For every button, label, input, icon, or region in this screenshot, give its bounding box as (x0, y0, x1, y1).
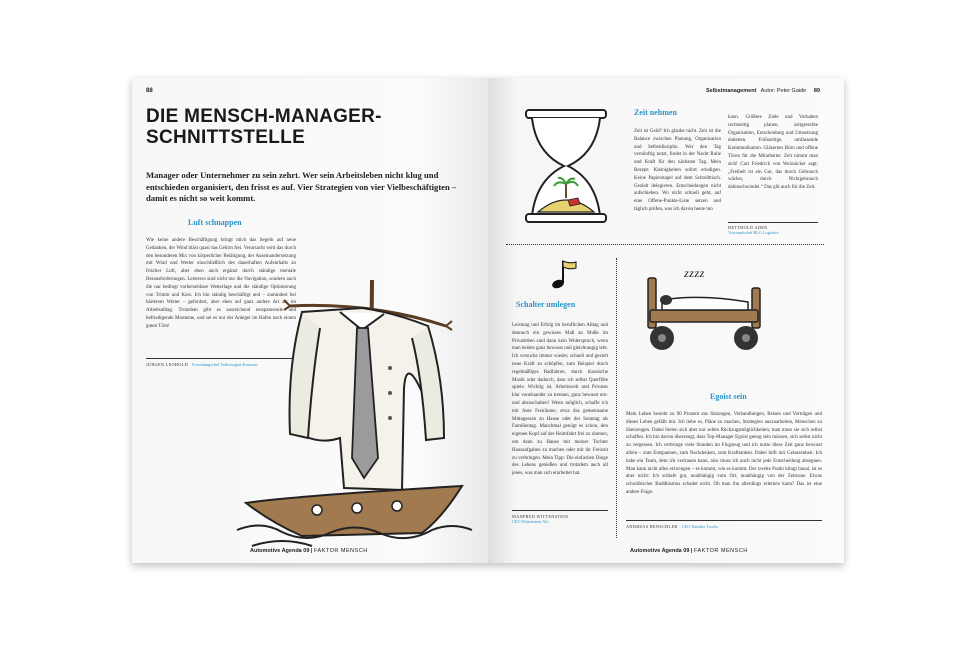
page-number-right: 89 (813, 88, 820, 94)
role-egoist: CEO Daimler Trucks (681, 524, 719, 529)
footer-left: Automotive Agenda 09 | FAKTOR MENSCH (250, 548, 368, 554)
ship-illustration (232, 268, 472, 548)
right-page (488, 78, 844, 563)
running-head-section: Selbstmanagement (705, 88, 757, 94)
zzz-label: ZZZZ (684, 270, 705, 279)
author-luft: JÜRGEN LEOHOLD (146, 362, 189, 367)
bed-illustration (640, 258, 770, 358)
magazine-spread (132, 78, 844, 563)
lead-paragraph: Manager oder Unternehmer zu sein zehrt. Wer sein Arbeitsleben nicht klug und entschieden organisiert, den frisst es auf. Vier Strategien von vier Vielbeschäftigten – damit es nicht so weit kommt. (146, 170, 457, 203)
music-note-icon (550, 258, 578, 290)
role-schalter: CEO Wittenstein AG (512, 519, 549, 524)
footer-magazine-right: Automotive Agenda 09 (630, 548, 690, 554)
signature-zeit (728, 225, 779, 235)
author-egoist: ANDREAS RENSCHLER (626, 524, 678, 529)
headline-line-2: SCHNITTSTELLE (146, 127, 306, 148)
role-zeit: Vorstandschef BLG Logistics (728, 230, 779, 235)
body-zeit-col1: Zeit ist Geld? Ich glaube nicht. Zeit ist die Balance zwischen Planung, Organisation und Selbstdisziplin. Wer den Tag vernünftig nutzt, findet in der Nacht Ruhe und Kraft für den nächsten Tag. Mein Rezept: Kleinigkeiten sofort erledigen. Keine Papierstapel auf dem Schreibtisch. Gezielt delegieren. Entscheidungen nicht aufschieben. Wo nicht schnell geht, auf eine Offene-Punkte-Liste setzen und täglich prüfen, was ich davon heute tun (634, 129, 721, 212)
section-title-egoist: Egoist sein (710, 392, 747, 401)
signature-schalter (512, 514, 568, 524)
role-luft: Forschungschef Volkswagen-Konzern (192, 362, 258, 367)
signature-egoist (626, 524, 718, 529)
footer-magazine-left: Automotive Agenda 09 (250, 548, 310, 554)
signature-rule-egoist (626, 520, 822, 521)
signature-rule-zeit (728, 222, 818, 223)
divider-horizontal (506, 244, 824, 245)
footer-right: Automotive Agenda 09 | FAKTOR MENSCH (630, 548, 748, 554)
page-number-left: 88 (146, 88, 153, 94)
headline-line-1: DIE MENSCH-MANAGER- (146, 106, 382, 127)
body-luft: Wie keine andere Beschäftigung bringt mich das Segeln auf neue Gedanken, der Wind bläst quasi das Gehirn frei. Verursacht wird das durch den besonderen Mix von körperlicher Betätigung, der Auseinandersetzung mit Wind und Wetter einschließlich des dauerhaften Aufenthalts an frischer Luft, aber eben auch ergänzt durch ständige mentale Herausforderungen. Letzteres sind nicht nur die Navigation, sondern auch die nur bedingt vorhersehbare Wetterlage und die ständige Optimierung von Trimm und Kurs. Ich bin ständig beschäftigt und – zumindest bei härterem Wetter – gefordert, aber eben auf ganz andere Art als im Arbeitsalltag. Trotzdem gibt es ausreichend entspannende und befriedigende Momente, und sei es nur der Anleger im Hafen nach einem guten Törn! (146, 238, 296, 329)
author-schalter: MANFRED WITTENSTEIN (512, 514, 569, 519)
divider-vertical (616, 258, 617, 538)
body-zeit-col2: kann. Größere Ziele und Vorhaben rechtzeitig planen, zeitgerechte Organisation, Entscheidung und Umsetzung einleiten. Frühzeitige, umfassende Kommunikation. Gläsernes Büro und offene Türen für die Mitarbeiter. Zeit nimmt man sich! Carl Friedrich von Weizsäcker sagt: „Freiheit ist ein Gut, das durch Gebrauch wächst, durch Nichtgebrauch dahinschwindet.“ Das gilt auch für die Zeit. (728, 115, 818, 191)
running-head-author: Autor: Peter Gaide (760, 88, 807, 94)
body-schalter: Leistung und Erfolg im beruflichen Alltag und dennoch ein gewisses Maß an Muße im Privatleben sind dann kein Widerspruch, wenn man beides ganz bewusst und gleichrangig lebt. Ich versuche immer wieder, schnell und gezielt neue Kraft zu schöpfen, zum Beispiel durch regelmäßiges Radfahren, durch klassische Musik oder dadurch, dass ich selbst Querflöte spiele. Wichtig ist, Arbeitswelt und Privates klar voneinander zu trennen, ganz bewusst um- und abzuschalten! Wenn möglich, schaffe ich mir feste Freiräume, etwa das gemeinsame Mittagessen zu Hause oder der Sonntag als Familientag. Manchmal genügt es schon, den eigenen Kopf auf der Heimfahrt frei zu räumen, um dann zu Hause mit meiner Tochter Hausaufgaben zu machen oder mit ihr Freizeit zu verbringen. Mein Tipp: Die einfachen Dinge des Lebens genießen und trotzdem auch all jenes, was man sich erarbeitet hat. (512, 323, 608, 477)
signature-rule-schalter (512, 510, 608, 511)
hourglass-illustration (522, 108, 610, 226)
body-egoist: Mein Leben besteht zu 90 Prozent aus Sitzungen, Verhandlungen, Reisen und Vorträgen und dieses Leben gefällt mir. Ich liebe es, Pläne zu machen, Strategien auszuarbeiten, Menschen zu überzeugen. Dabei bieten sich aber nur selten Rückzugsmöglichkeiten, man muss sie sich selbst schaffen. Ich bin davon überzeugt, dass Top-Manager Egoist genug sein müssen, sich selbst nicht zu vergessen. Ich verbringe viele Stunden im Flugzeug und ich nutze diese Zeit ganz bewusst allein – zum Entspannen, zum Nachdenken, zum Krafttanken. Dabei hilft mir Gelassenheit. Ich habe ein Team, dem ich vertrauen kann, also muss ich auch nicht jede Entscheidung absegnen. Man kann nicht alles erzwingen – es kommt, wie es kommt. Der zweite Punkt klingt banal, ist es aber nicht: Ich schlafe gut, unabhängig vom Ort, unabhängig von der Zeitzone. Etwas schwäbischer Buddhismus schadet nicht. Ob man ihn allerdings erlernen kann? Das ist eine andere Frage. (626, 412, 822, 495)
section-title-zeit: Zeit nehmen (634, 108, 677, 117)
running-head (706, 88, 820, 94)
left-page (132, 78, 488, 563)
author-zeit: DETTHOLD ADEN (728, 225, 768, 230)
section-title-schalter: Schalter umlegen (516, 300, 576, 309)
section-title-luft: Luft schnappen (188, 218, 242, 227)
headline (146, 106, 466, 148)
footer-section-right: FAKTOR MENSCH (694, 548, 748, 554)
footer-section-left: FAKTOR MENSCH (314, 548, 368, 554)
